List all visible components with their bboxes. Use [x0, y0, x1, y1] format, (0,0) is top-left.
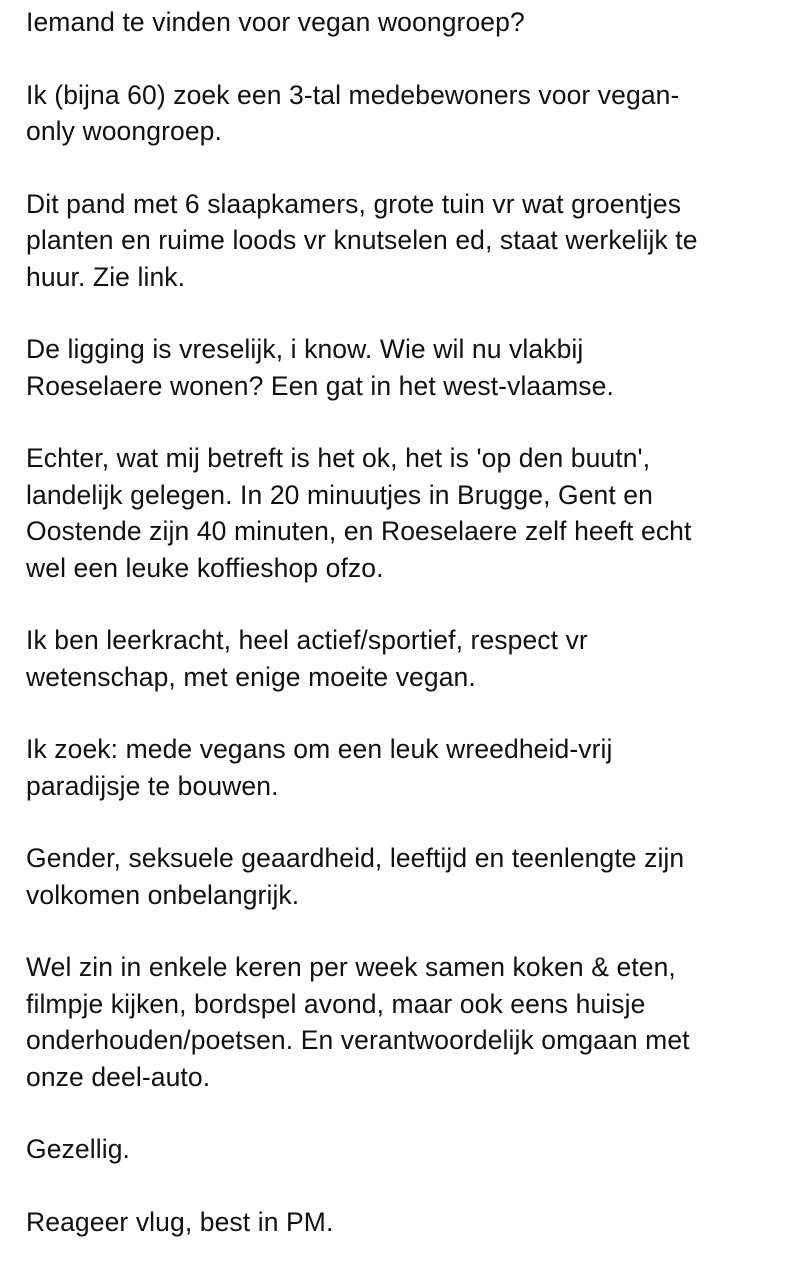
- paragraph-house: Dit pand met 6 slaapkamers, grote tuin vr wat groentjes planten en ruime loods vr knutselen ed, staat werkelijk te huur. Zie link.: [26, 188, 698, 292]
- paragraph-contact: Reageer vlug, best in PM.: [26, 1206, 334, 1237]
- paragraph-looking-for: Ik zoek: mede vegans om een leuk wreedheid-vrij paradijsje te bouwen.: [26, 734, 613, 801]
- paragraph-location: De ligging is vreselijk, i know. Wie wil nu vlakbij Roeselaere wonen? Een gat in het west-vlaamse.: [26, 334, 614, 401]
- post-text-body: [26, 0, 786, 1276]
- paragraph-about-me: Ik ben leerkracht, heel actief/sportief, respect vr wetenschap, met enige moeite vegan.: [26, 625, 588, 692]
- paragraph-distances: Echter, wat mij betreft is het ok, het is 'op den buutn', landelijk gelegen. In 20 minuutjes in Brugge, Gent en Oostende zijn 40 minuten, en Roeselaere zelf heeft echt wel een leuke koffieshop ofzo.: [26, 443, 692, 583]
- post-title-line: Iemand te vinden voor vegan woongroep?: [26, 7, 525, 37]
- paragraph-activities: Wel zin in enkele keren per week samen koken & eten, filmpje kijken, bordspel avond, maar ook eens huisje onderhouden/poetsen. En verantwoordelijk omgaan met onze deel-auto.: [26, 952, 690, 1092]
- paragraph-inclusivity: Gender, seksuele geaardheid, leeftijd en teenlengte zijn volkomen onbelangrijk.: [26, 843, 685, 910]
- paragraph-gezellig: Gezellig.: [26, 1134, 131, 1164]
- paragraph-intro: Ik (bijna 60) zoek een 3-tal medebewoners voor vegan- only woongroep.: [26, 79, 680, 146]
